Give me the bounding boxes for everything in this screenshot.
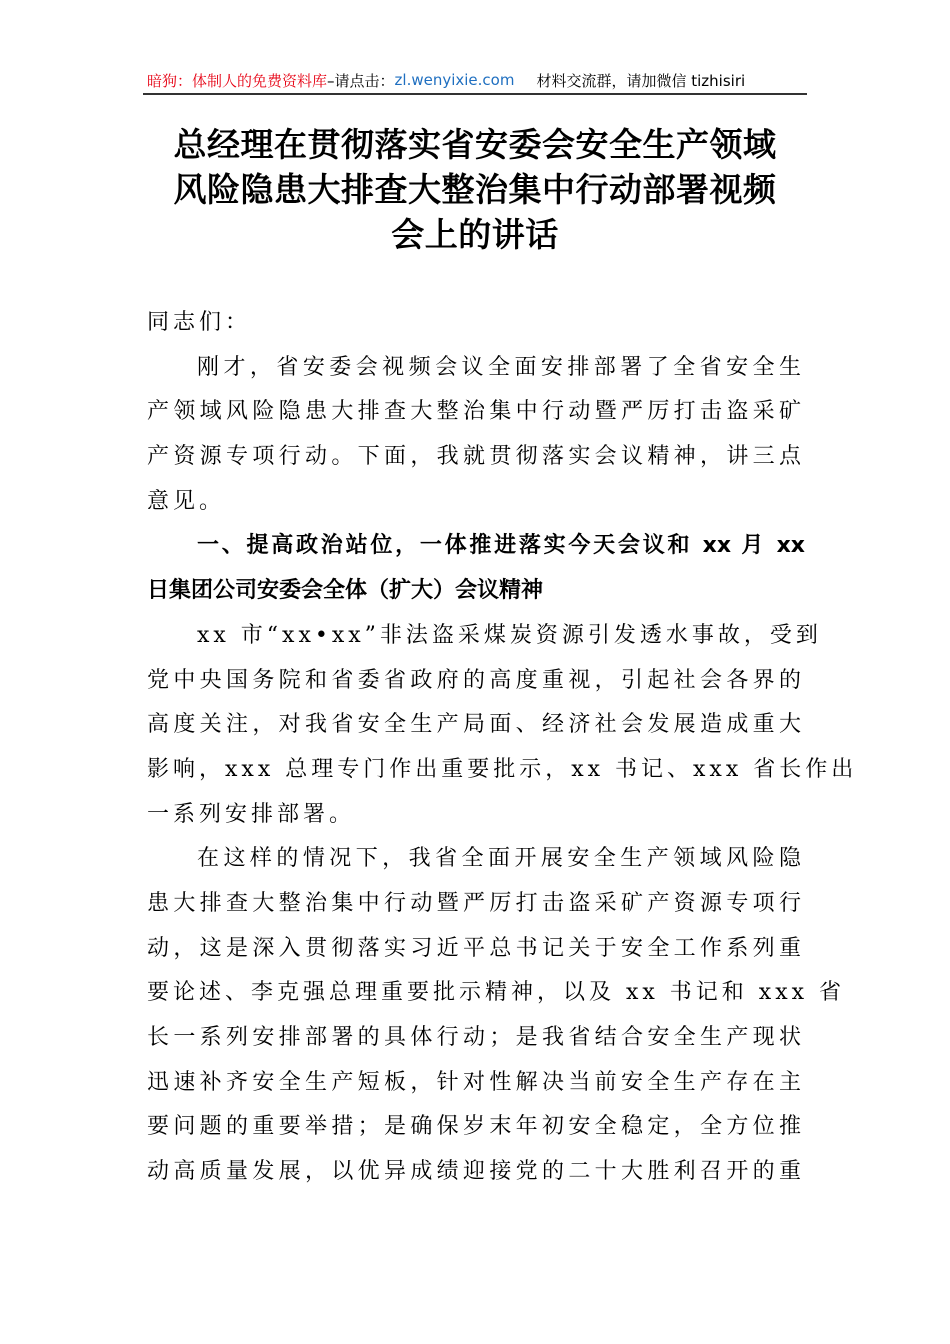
header-link[interactable]: zl.wenyixie.com	[394, 71, 515, 89]
paragraph	[147, 614, 858, 837]
text-line: 动，这是深入贯彻落实习近平总书记关于安全工作系列重	[147, 935, 805, 961]
text-line: 刚才，省安委会视频会议全面安排部署了全省安全生	[197, 354, 805, 380]
text-line: 意见。	[147, 488, 226, 514]
text-line: 一系列安排部署。	[147, 801, 356, 827]
paragraph	[147, 346, 805, 525]
text-line: 迅速补齐安全生产短板，针对性解决当前安全生产存在主	[147, 1069, 805, 1095]
text-line: 长一系列安排部署的具体行动；是我省结合安全生产现状	[147, 1025, 805, 1050]
text-line: 高度关注，对我省安全生产局面、经济社会发展造成重大	[147, 712, 805, 738]
text-line: 动高质量发展，以优异成绩迎接党的二十大胜利召开的重	[147, 1159, 805, 1185]
text-line: 党中央国务院和省委省政府的高度重视，引起社会各界的	[147, 667, 805, 693]
title-line: 会上的讲话	[391, 215, 559, 254]
text-line: 一、提高政治站位，一体推进落实今天会议和 xx 月 xx	[197, 533, 805, 559]
text-line: 产领域风险隐患大排查大整治集中行动暨严厉打击盗采矿	[147, 399, 805, 425]
section-heading	[147, 524, 805, 613]
document-title	[150, 122, 800, 257]
header-click-prompt: –请点击：	[327, 71, 395, 90]
text-line: 要论述、李克强总理重要批示精神，以及 xx 书记和 xxx 省	[147, 980, 846, 1006]
paragraph	[147, 837, 846, 1195]
title-line: 总经理在贯彻落实省安委会安全生产领域	[173, 125, 777, 164]
text-line: 同志们：	[147, 310, 252, 335]
watermark-header	[147, 68, 805, 92]
header-divider	[143, 93, 807, 95]
header-brand: 暗狗：体制人的免费资料库	[147, 71, 328, 90]
text-line: xx 市“xx•xx”非法盗采煤炭资源引发透水事故，受到	[197, 622, 822, 648]
text-line: 影响，xxx 总理专门作出重要批示，xx 书记、xxx 省长作出	[147, 756, 858, 782]
text-line: 产资源专项行动。下面，我就贯彻落实会议精神，讲三点	[147, 444, 805, 470]
text-line: 患大排查大整治集中行动暨严厉打击盗采矿产资源专项行	[147, 890, 805, 916]
text-line: 在这样的情况下，我省全面开展安全生产领域风险隐	[197, 846, 805, 872]
text-line: 要问题的重要举措；是确保岁末年初安全稳定，全方位推	[147, 1114, 805, 1140]
title-line: 风险隐患大排查大整治集中行动部署视频	[173, 170, 777, 209]
header-wechat-note: 材料交流群，请加微信 tizhisiri	[536, 71, 746, 90]
document-body	[147, 301, 858, 1195]
paragraph	[147, 301, 805, 346]
text-line: 日集团公司安委会全体（扩大）会议精神	[147, 578, 544, 604]
